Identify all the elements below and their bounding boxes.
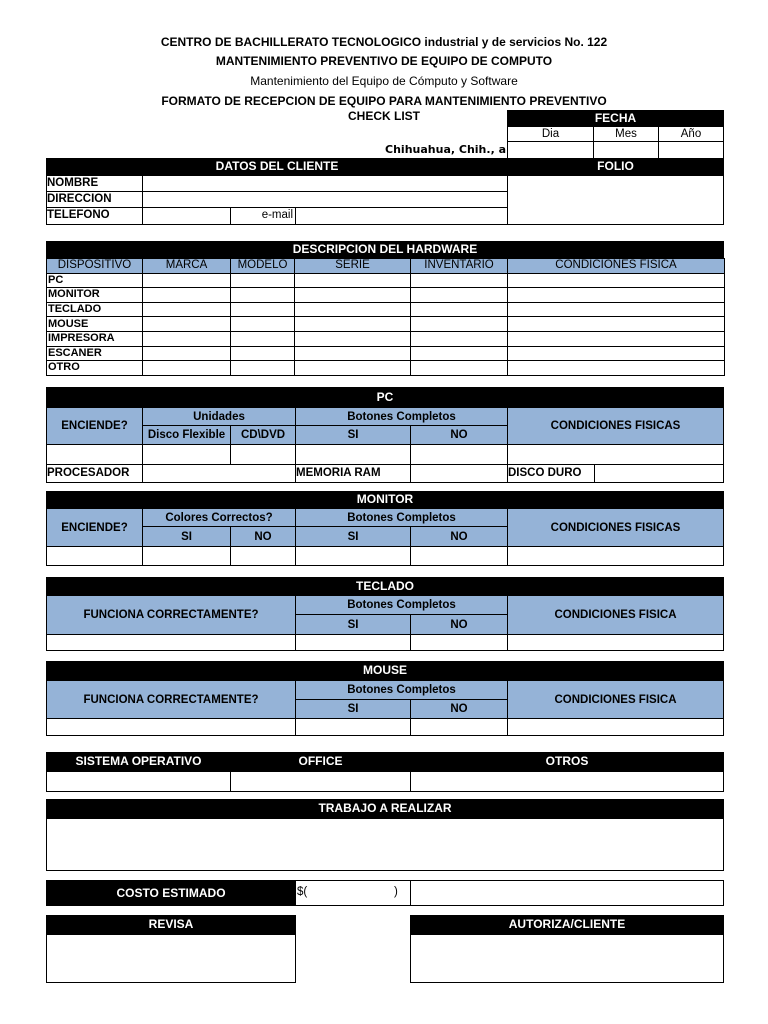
hardware-cell[interactable] (231, 273, 295, 288)
disco-duro-label: DISCO DURO (507, 464, 595, 483)
colores-no-field[interactable] (230, 546, 296, 566)
hardware-cell[interactable] (231, 331, 295, 346)
costo-open: $( (297, 886, 308, 898)
pc-no-label: NO (410, 425, 508, 445)
nombre-label: NOMBRE (46, 175, 143, 192)
telefono-field[interactable] (142, 207, 231, 225)
teclado-si-field[interactable] (295, 634, 411, 651)
institution-title: CENTRO DE BACHILLERATO TECNOLOGICO industrial y de servicios No. 122 (160, 35, 608, 49)
monitor-no-field[interactable] (410, 546, 508, 566)
folio-header: FOLIO (507, 158, 724, 175)
hardware-cell[interactable] (295, 288, 411, 303)
mouse-condiciones-field[interactable] (507, 718, 724, 736)
pc-unidades-label: Unidades (142, 407, 296, 426)
revisa-signature-field[interactable] (46, 934, 296, 983)
anio-field[interactable] (658, 141, 724, 159)
col-marca: MARCA (143, 259, 231, 274)
monitor-si-field[interactable] (295, 546, 411, 566)
hardware-cell[interactable] (231, 302, 295, 317)
colores-si-field[interactable] (142, 546, 231, 566)
mouse-funciona-label: FUNCIONA CORRECTAMENTE? (46, 680, 296, 719)
hardware-cell[interactable] (231, 288, 295, 303)
hardware-cell[interactable] (143, 317, 231, 332)
monitor-si-label: SI (295, 526, 411, 547)
form-title: FORMATO DE RECEPCION DE EQUIPO PARA MANTENIMIENTO PREVENTIVO (161, 94, 607, 108)
hardware-cell[interactable] (143, 302, 231, 317)
office-header: OFFICE (230, 752, 411, 771)
trabajo-header: TRABAJO A REALIZAR (46, 799, 724, 818)
teclado-condiciones-field[interactable] (507, 634, 724, 651)
otros-header: OTROS (410, 752, 724, 771)
pc-si-label: SI (295, 425, 411, 445)
hardware-row (47, 317, 725, 332)
email-label: e-mail (230, 207, 296, 225)
pc-condiciones-field[interactable] (507, 444, 724, 465)
cd-dvd-label: CD\DVD (230, 425, 296, 445)
pc-botones-label: Botones Completos (295, 407, 508, 426)
hardware-cell[interactable] (143, 288, 231, 303)
costo-estimado-field[interactable] (295, 880, 411, 906)
hardware-cell[interactable] (411, 317, 508, 332)
teclado-no-field[interactable] (410, 634, 508, 651)
pc-enciende-field[interactable] (46, 444, 143, 465)
autoriza-signature-field[interactable] (410, 934, 724, 983)
hardware-row (47, 361, 725, 376)
hardware-header: DESCRIPCION DEL HARDWARE (46, 241, 724, 258)
cd-dvd-field[interactable] (230, 444, 296, 465)
hardware-cell[interactable] (143, 361, 231, 376)
hardware-device-label: IMPRESORA (47, 331, 143, 346)
dia-label: Dia (507, 126, 594, 142)
hardware-cell[interactable] (143, 346, 231, 361)
hardware-cell[interactable] (143, 331, 231, 346)
checklist-title: CHECK LIST (348, 109, 420, 123)
office-field[interactable] (230, 771, 411, 792)
nombre-field[interactable] (142, 175, 508, 192)
hardware-cell[interactable] (231, 361, 295, 376)
pc-si-field[interactable] (295, 444, 411, 465)
teclado-condiciones-label: CONDICIONES FISICA (507, 595, 724, 635)
hardware-cell[interactable] (411, 302, 508, 317)
pc-no-field[interactable] (410, 444, 508, 465)
mouse-botones-label: Botones Completos (295, 680, 508, 700)
hardware-table (46, 258, 725, 376)
hardware-cell[interactable] (143, 273, 231, 288)
hardware-cell[interactable] (295, 346, 411, 361)
hardware-cell[interactable] (295, 273, 411, 288)
revisa-header: REVISA (46, 915, 296, 934)
hardware-cell[interactable] (295, 317, 411, 332)
teclado-botones-label: Botones Completos (295, 595, 508, 615)
hardware-row (47, 331, 725, 346)
anio-label: Año (658, 126, 724, 142)
dia-field[interactable] (507, 141, 594, 159)
monitor-condiciones-field[interactable] (507, 546, 724, 566)
place-date-label: Chihuahua, Chih., a (385, 143, 506, 156)
procesador-label: PROCESADOR (46, 464, 143, 483)
hardware-row (47, 302, 725, 317)
col-condiciones: CONDICIONES FISICA (508, 259, 725, 274)
colores-no-label: NO (230, 526, 296, 547)
costo-close: ) (394, 886, 398, 898)
teclado-header: TECLADO (46, 577, 724, 595)
hardware-cell[interactable] (231, 317, 295, 332)
hardware-device-label: ESCANER (47, 346, 143, 361)
mouse-funciona-field[interactable] (46, 718, 296, 736)
teclado-no-label: NO (410, 614, 508, 635)
teclado-funciona-label: FUNCIONA CORRECTAMENTE? (46, 595, 296, 635)
procesador-field[interactable] (142, 464, 296, 483)
pc-condiciones-label: CONDICIONES FISICAS (507, 407, 724, 445)
hardware-cell[interactable] (508, 273, 725, 288)
monitor-botones-label: Botones Completos (295, 508, 508, 527)
hardware-cell[interactable] (508, 346, 725, 361)
hardware-cell[interactable] (508, 302, 725, 317)
mouse-si-field[interactable] (295, 718, 411, 736)
form-subtitle-2: Mantenimiento del Equipo de Cómputo y Software (250, 74, 518, 88)
monitor-enciende-field[interactable] (46, 546, 143, 566)
teclado-si-label: SI (295, 614, 411, 635)
folio-field[interactable] (507, 175, 724, 225)
hardware-cell[interactable] (411, 288, 508, 303)
autoriza-header: AUTORIZA/CLIENTE (410, 915, 724, 934)
hardware-device-label: TECLADO (47, 302, 143, 317)
hardware-cell[interactable] (411, 346, 508, 361)
monitor-no-label: NO (410, 526, 508, 547)
hardware-device-label: MONITOR (47, 288, 143, 303)
sistema-operativo-field[interactable] (46, 771, 231, 792)
costo-extra-field[interactable] (410, 880, 724, 906)
email-field[interactable] (295, 207, 508, 225)
direccion-field[interactable] (142, 191, 508, 208)
colores-correctos-label: Colores Correctos? (142, 508, 296, 527)
form-subtitle: MANTENIMIENTO PREVENTIVO DE EQUIPO DE COMPUTO (215, 54, 553, 68)
colores-si-label: SI (142, 526, 231, 547)
hardware-cell[interactable] (411, 331, 508, 346)
hardware-cell[interactable] (295, 302, 411, 317)
hardware-cell[interactable] (411, 273, 508, 288)
otros-field[interactable] (410, 771, 724, 792)
memoria-ram-label: MEMORIA RAM (295, 464, 411, 483)
disco-duro-field[interactable] (594, 464, 724, 483)
disco-flexible-label: Disco Flexible (142, 425, 231, 445)
teclado-funciona-field[interactable] (46, 634, 296, 651)
hardware-device-label: PC (47, 273, 143, 288)
direccion-label: DIRECCION (46, 191, 143, 208)
costo-estimado-label: COSTO ESTIMADO (46, 880, 296, 906)
mes-field[interactable] (593, 141, 659, 159)
monitor-header: MONITOR (46, 491, 724, 508)
mouse-header: MOUSE (46, 661, 724, 680)
monitor-condiciones-label: CONDICIONES FISICAS (507, 508, 724, 547)
pc-enciende-label: ENCIENDE? (46, 407, 143, 445)
sistema-operativo-header: SISTEMA OPERATIVO (46, 752, 231, 771)
memoria-ram-field[interactable] (410, 464, 508, 483)
mouse-no-field[interactable] (410, 718, 508, 736)
mouse-si-label: SI (295, 699, 411, 719)
col-serie: SERIE (295, 259, 411, 274)
hardware-cell[interactable] (411, 361, 508, 376)
hardware-cell[interactable] (508, 288, 725, 303)
hardware-row (47, 273, 725, 288)
hardware-device-label: MOUSE (47, 317, 143, 332)
hardware-cell[interactable] (295, 361, 411, 376)
col-inventario: INVENTARIO (411, 259, 508, 274)
pc-header: PC (46, 387, 724, 407)
datos-cliente-header: DATOS DEL CLIENTE (46, 158, 508, 175)
disco-flexible-field[interactable] (142, 444, 231, 465)
hardware-cell[interactable] (295, 331, 411, 346)
telefono-label: TELEFONO (46, 207, 143, 225)
hardware-cell[interactable] (508, 331, 725, 346)
fecha-header: FECHA (507, 110, 724, 126)
mes-label: Mes (593, 126, 659, 142)
monitor-enciende-label: ENCIENDE? (46, 508, 143, 547)
hardware-cell[interactable] (231, 346, 295, 361)
hardware-cell[interactable] (508, 317, 725, 332)
trabajo-field[interactable] (46, 818, 724, 871)
col-modelo: MODELO (231, 259, 295, 274)
hardware-device-label: OTRO (47, 361, 143, 376)
mouse-no-label: NO (410, 699, 508, 719)
col-dispositivo: DISPOSITIVO (47, 259, 143, 274)
mouse-condiciones-label: CONDICIONES FISICA (507, 680, 724, 719)
hardware-row (47, 346, 725, 361)
hardware-cell[interactable] (508, 361, 725, 376)
hardware-row (47, 288, 725, 303)
